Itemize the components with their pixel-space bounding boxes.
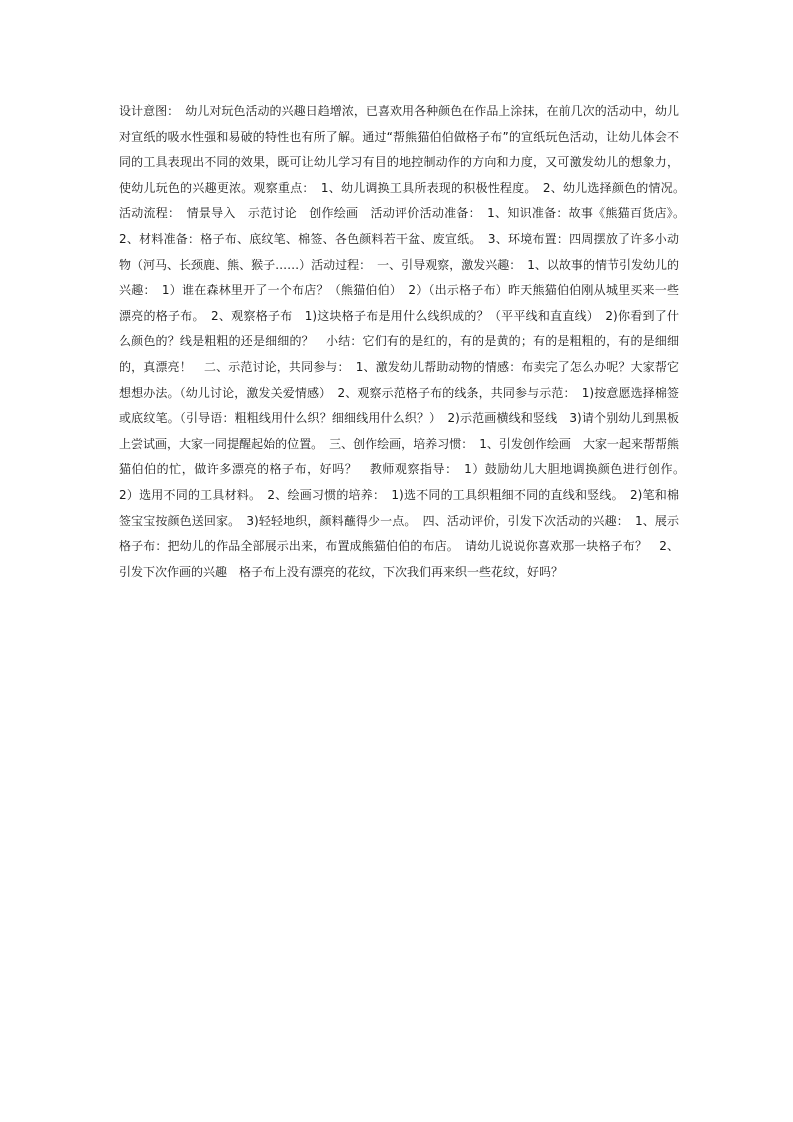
lesson-plan-text: 设计意图： 幼儿对玩色活动的兴趣日趋增浓，已喜欢用各种颜色在作品上涂抹，在前几次的活动中，幼儿对宣纸的吸水性强和易破的特性也有所了解。通过“帮熊猫伯伯做格子布”的宣纸玩色活动，让幼儿体会不同的工具表现出不同的效果，既可让幼儿学习有目的地控制动作的方向和力度，又可激发幼儿的想象力，使幼儿玩色的兴趣更浓。观察重点： 1、幼儿调换工具所表现的积极性程度。 2、幼儿选择颜色的情况。 活动流程： 情景导入 示范讨论 创作绘画 活动评价活动准备： 1、知识准备：故事《熊猫百货店》。 2、材料准备：格子布、底纹笔、棉签、各色颜料若干盆、废宣纸。 3、环境布置：四周摆放了许多小动物（河马、长颈鹿、熊、猴子……）活动过程： 一、引导观察，激发兴趣： 1、以故事的情节引发幼儿的兴趣： 1）谁在森林里开了一个布店？（熊猫伯伯） 2）（出示格子布）昨天熊猫伯伯刚从城里买来一些漂亮的格子布。 2、观察格子布 1)这块格子布是用什么线织成的？（平平线和直直线） 2)你看到了什么颜色的？线是粗粗的还是细细的？ 小结：它们有的是红的，有的是黄的；有的是粗粗的，有的是细细的，真漂亮！ 二、示范讨论，共同参与： 1、激发幼儿帮助动物的情感：布卖完了怎么办呢？大家帮它想想办法。（幼儿讨论，激发关爱情感） 2、观察示范格子布的线条，共同参与示范： 1)按意愿选择棉签或底纹笔。（引导语：粗粗线用什么织？细细线用什么织？） 2)示范画横线和竖线 3)请个别幼儿到黑板上尝试画，大家一同提醒起始的位置。 三、创作绘画，培养习惯： 1、引发创作绘画 大家一起来帮帮熊猫伯伯的忙，做许多漂亮的格子布，好吗？ 教师观察指导： 1）鼓励幼儿大胆地调换颜色进行创作。 2）选用不同的工具材料。 2、绘画习惯的培养： 1)选不同的工具织粗细不同的直线和竖线。 2)笔和棉签宝宝按颜色送回家。 3)轻轻地织，颜料蘸得少一点。 四、活动评价，引发下次活动的兴趣： 1、展示格子布：把幼儿的作品全部展示出来，布置成熊猫伯伯的布店。 请幼儿说说你喜欢那一块格子布？ 2、引发下次作画的兴趣 格子布上没有漂亮的花纹，下次我们再来织一些花纹，好吗？ — [119, 104, 692, 579]
